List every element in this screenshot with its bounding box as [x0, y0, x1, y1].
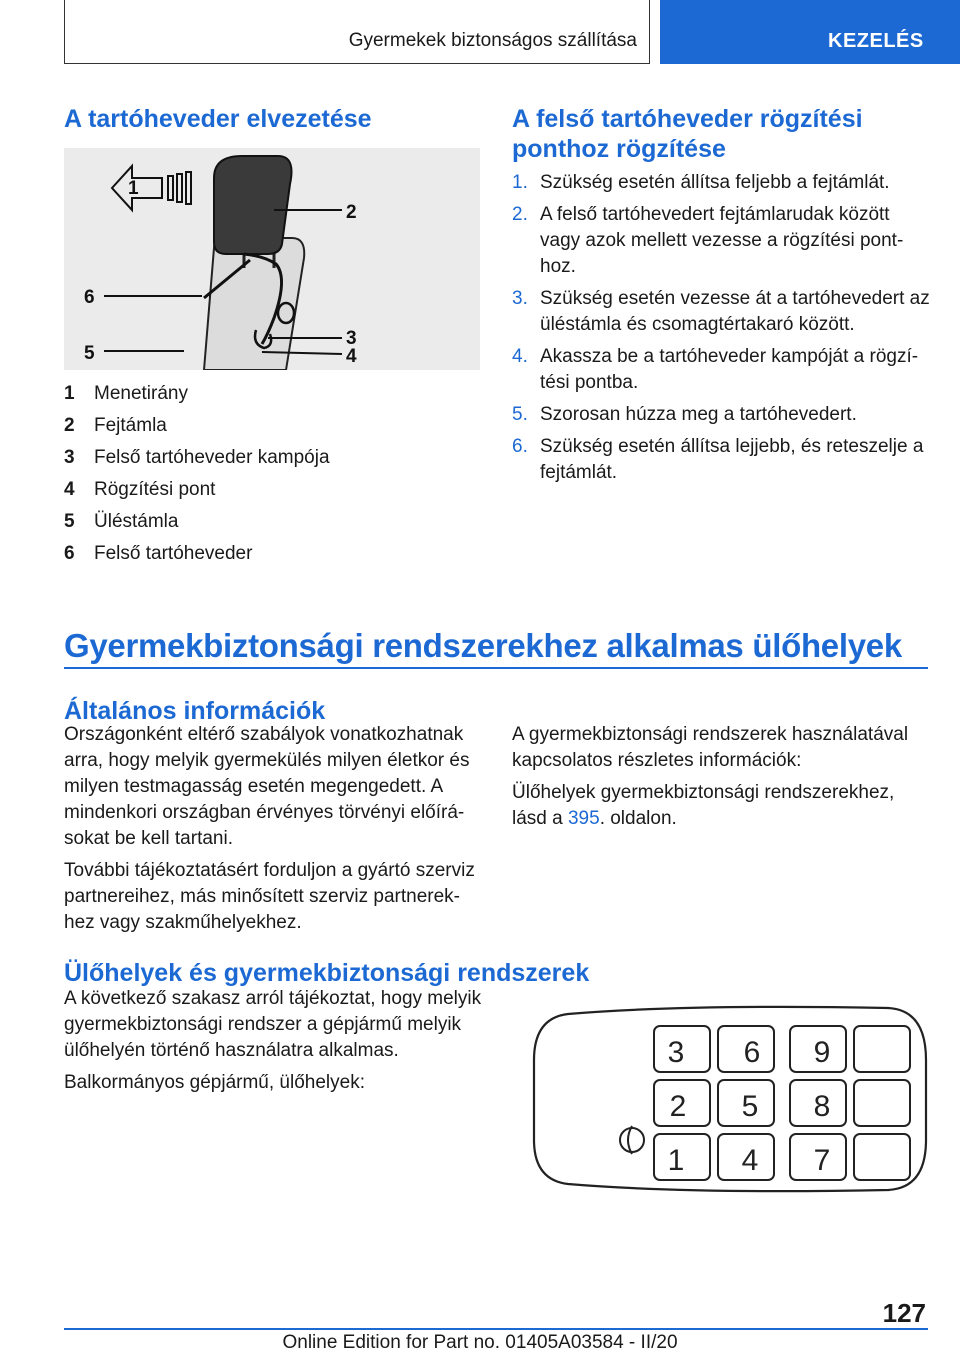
- seat-number-9: 9: [813, 1036, 831, 1069]
- seat-number-3: 3: [667, 1036, 685, 1069]
- legend-item: 4 Rögzítési pont: [64, 479, 216, 500]
- general-info-right: [512, 722, 932, 832]
- heading-tether-anchoring: A felső tartóheveder rögzítési ponthoz rögzítése: [512, 105, 863, 163]
- chapter-tab[interactable]: [660, 0, 960, 64]
- paragraph: Ülőhelyek gyermekbiztonsági rendszerekhez, lásd a 395. oldalon.: [512, 782, 895, 829]
- paragraph: További tájékoztatásért forduljon a gyártó szerviz partnereihez, más minősített szerviz partnerek‐hez vagy szakműhelyekhez.: [64, 860, 475, 933]
- seat-number-6: 6: [743, 1036, 761, 1069]
- general-info-left: [64, 722, 484, 936]
- seat-number-7: 7: [813, 1144, 831, 1177]
- heading-tether-routing: A tartóheveder elvezetése: [64, 105, 372, 133]
- figure-legend: [64, 378, 464, 570]
- headrest-tether-figure: [64, 148, 480, 370]
- paragraph: Balkormányos gépjármű, ülőhelyek:: [64, 1072, 365, 1093]
- step-item: 4. Akassza be a tartóheveder kampóját a rögzí‐tési pontba.: [512, 346, 919, 393]
- seat-number-5: 5: [741, 1090, 759, 1123]
- figure-label-4: 4: [346, 346, 357, 367]
- step-item: 5. Szorosan húzza meg a tartóhevedert.: [512, 404, 857, 425]
- legend-item: 2 Fejtámla: [64, 415, 167, 436]
- headrest-illustration: [64, 148, 480, 370]
- figure-label-3: 3: [346, 328, 357, 349]
- step-item: 6. Szükség esetén állítsa lejjebb, és reteszelje a fejtámlát.: [512, 436, 924, 483]
- page-reference-link[interactable]: 395: [567, 808, 600, 829]
- legend-item: 6 Felső tartóheveder: [64, 543, 253, 564]
- seat-number-2: 2: [669, 1090, 687, 1123]
- seat-number-8: 8: [813, 1090, 831, 1123]
- seat-layout-diagram: [528, 1000, 932, 1198]
- figure-label-5: 5: [84, 343, 95, 364]
- heading-general-info: Általános információk: [64, 697, 326, 725]
- section-title: Gyermekek biztonságos szállítása: [348, 30, 637, 51]
- step-item: 1. Szükség esetén állítsa feljebb a fejtámlát.: [512, 172, 890, 193]
- paragraph: Országonként eltérő szabályok vonatkozhatnak arra, hogy melyik gyermekülés milyen életkor és milyen testmagasság esetén megengedett. A mindenkori országban érvényes törvényi előírá‐sokat be kell tartani.: [64, 724, 470, 849]
- legend-item: 3 Felső tartóheveder kampója: [64, 447, 330, 468]
- seat-number-1: 1: [667, 1144, 685, 1177]
- figure-label-6: 6: [84, 287, 95, 308]
- seat-number-4: 4: [741, 1144, 759, 1177]
- header-section-box: [64, 0, 650, 64]
- paragraph: A gyermekbiztonsági rendszerek használatával kapcsolatos részletes információk:: [512, 724, 909, 771]
- page-number: 127: [882, 1298, 926, 1328]
- page-main-heading: Gyermekbiztonsági rendszerekhez alkalmas ülőhelyek: [64, 627, 902, 664]
- heading-seats-systems: Ülőhelyek és gyermekbiztonsági rendszerek: [64, 959, 590, 987]
- footer-rule: [64, 1328, 928, 1330]
- anchoring-steps: [512, 170, 932, 492]
- heading-underline: [64, 667, 928, 669]
- legend-item: 1 Menetirány: [64, 383, 188, 404]
- legend-item: 5 Üléstámla: [64, 511, 179, 532]
- step-item: 2. A felső tartóhevedert fejtámlarudak között vagy azok mellett vezesse a rögzítési pont‐hoz.: [512, 204, 904, 277]
- step-item: 3. Szükség esetén vezesse át a tartóhevedert az üléstámla és csomagtértakaró között.: [512, 288, 930, 335]
- chapter-tab-label: KEZELÉS: [828, 30, 924, 52]
- seats-text: [64, 986, 484, 1096]
- footer-edition-text: Online Edition for Part no. 01405A03584 - II/20: [282, 1332, 678, 1353]
- figure-label-1: 1: [128, 178, 139, 199]
- paragraph: A következő szakasz arról tájékoztat, hogy melyik gyermekbiztonsági rendszer a gépjármű melyik ülőhelyén történő használatra alkalmas.: [64, 988, 482, 1061]
- figure-label-2: 2: [346, 202, 357, 223]
